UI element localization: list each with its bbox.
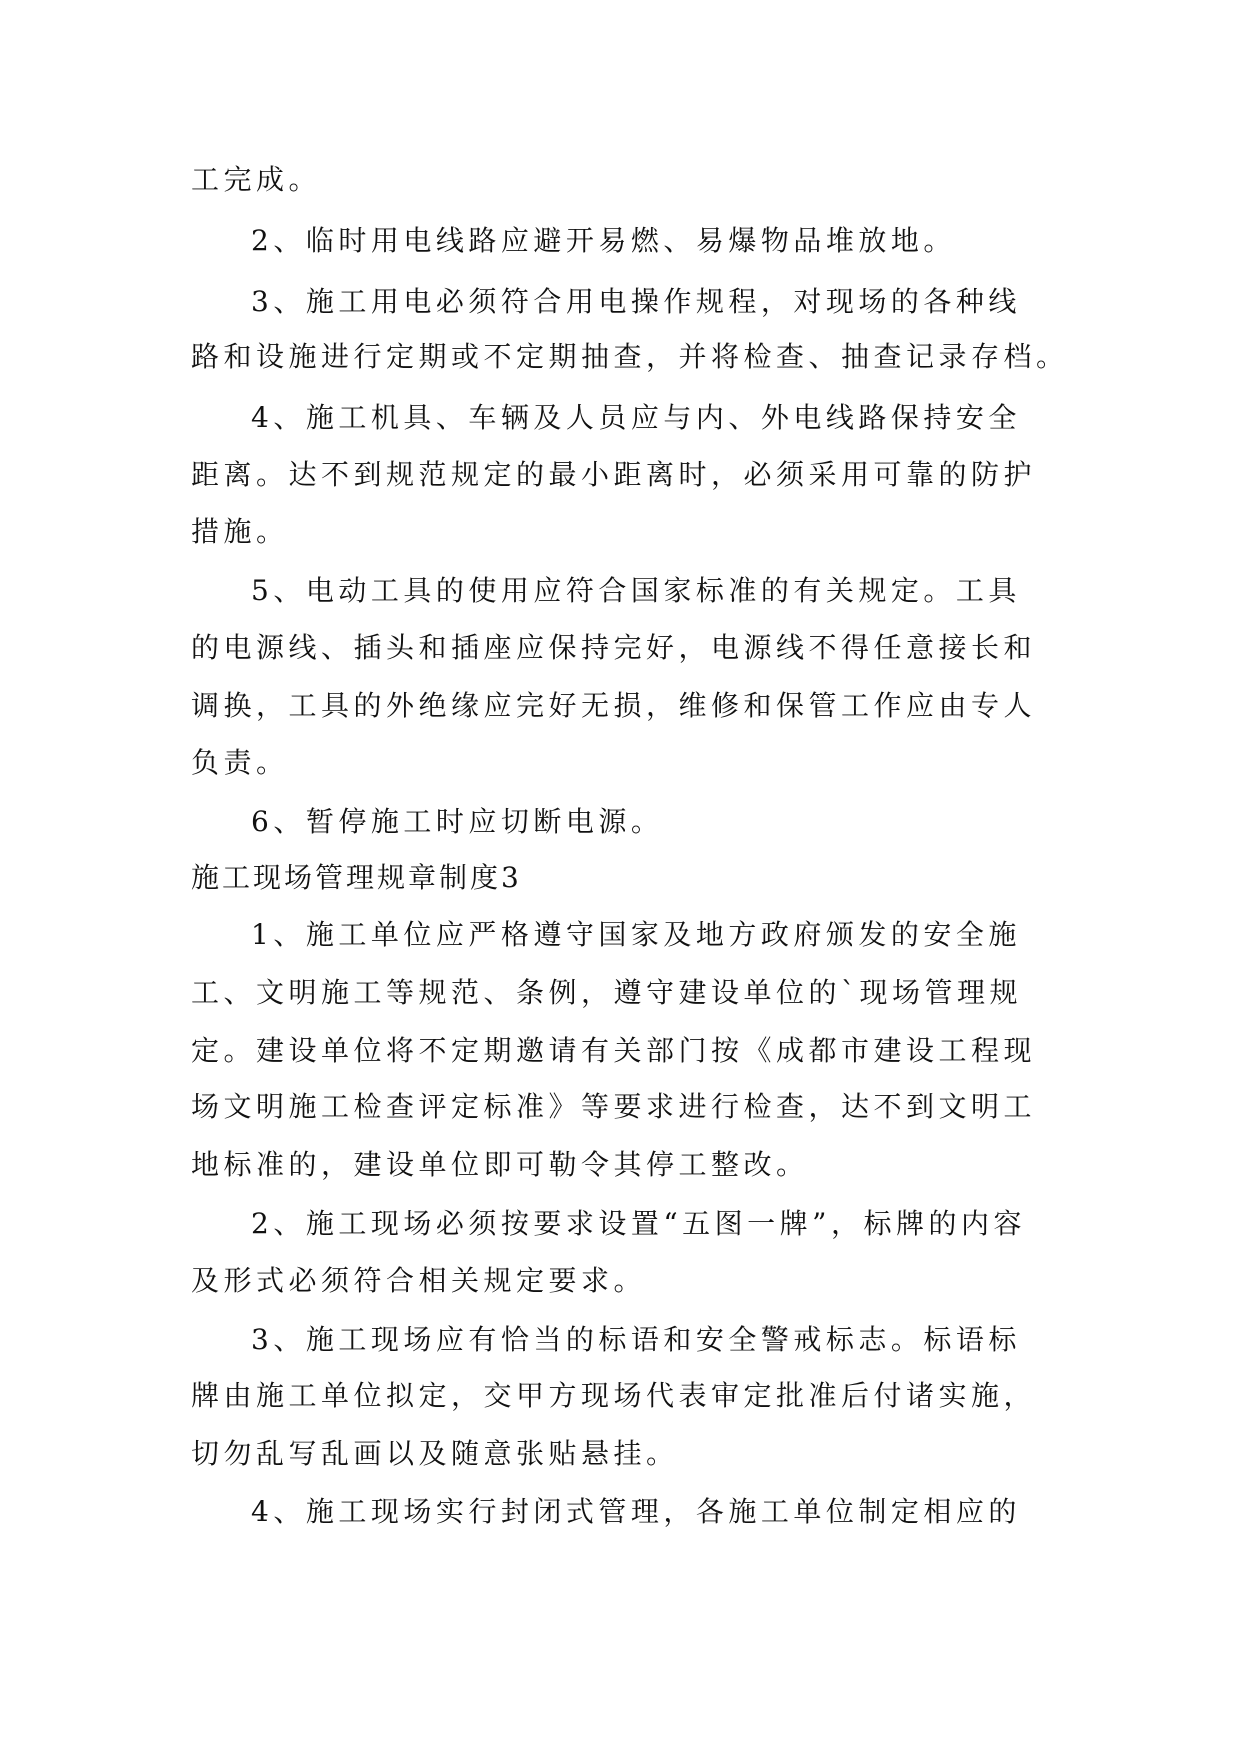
section-heading: 施工现场管理规章制度3 xyxy=(191,861,522,894)
text-line: 4、施工机具、车辆及人员应与内、外电线路保持安全 xyxy=(251,401,1021,434)
text-line: 路和设施进行定期或不定期抽查，并将检查、抽查记录存档。 xyxy=(191,340,1069,373)
text-line: 地标准的，建设单位即可勒令其停工整改。 xyxy=(191,1148,809,1181)
text-line: 距离。达不到规范规定的最小距离时，必须采用可靠的防护 xyxy=(191,458,1037,491)
text-line: 场文明施工检查评定标准》等要求进行检查，达不到文明工 xyxy=(191,1090,1037,1123)
text-line: 调换，工具的外绝缘应完好无损，维修和保管工作应由专人 xyxy=(191,689,1037,722)
text-line: 3、施工用电必须符合用电操作规程，对现场的各种线 xyxy=(251,285,1021,318)
text-line: 6、暂停施工时应切断电源。 xyxy=(251,805,664,838)
text-line: 2、施工现场必须按要求设置“五图一牌”，标牌的内容 xyxy=(251,1207,1026,1240)
text-line: 工完成。 xyxy=(191,163,322,196)
text-line: 4、施工现场实行封闭式管理，各施工单位制定相应的 xyxy=(251,1495,1021,1528)
text-line: 5、电动工具的使用应符合国家标准的有关规定。工具 xyxy=(251,574,1021,607)
text-line: 负责。 xyxy=(191,746,289,779)
text-line: 2、临时用电线路应避开易燃、易爆物品堆放地。 xyxy=(251,224,956,257)
text-line: 牌由施工单位拟定，交甲方现场代表审定批准后付诸实施， xyxy=(191,1379,1037,1412)
text-line: 1、施工单位应严格遵守国家及地方政府颁发的安全施 xyxy=(251,918,1021,951)
text-line: 切勿乱写乱画以及随意张贴悬挂。 xyxy=(191,1437,679,1470)
text-line: 措施。 xyxy=(191,515,289,548)
text-line: 的电源线、插头和插座应保持完好，电源线不得任意接长和 xyxy=(191,631,1037,664)
text-line: 及形式必须符合相关规定要求。 xyxy=(191,1264,647,1297)
text-line: 定。建设单位将不定期邀请有关部门按《成都市建设工程现 xyxy=(191,1034,1037,1067)
text-line: 工、文明施工等规范、条例，遵守建设单位的`现场管理规 xyxy=(191,976,1023,1009)
text-line: 3、施工现场应有恰当的标语和安全警戒标志。标语标 xyxy=(251,1323,1021,1356)
